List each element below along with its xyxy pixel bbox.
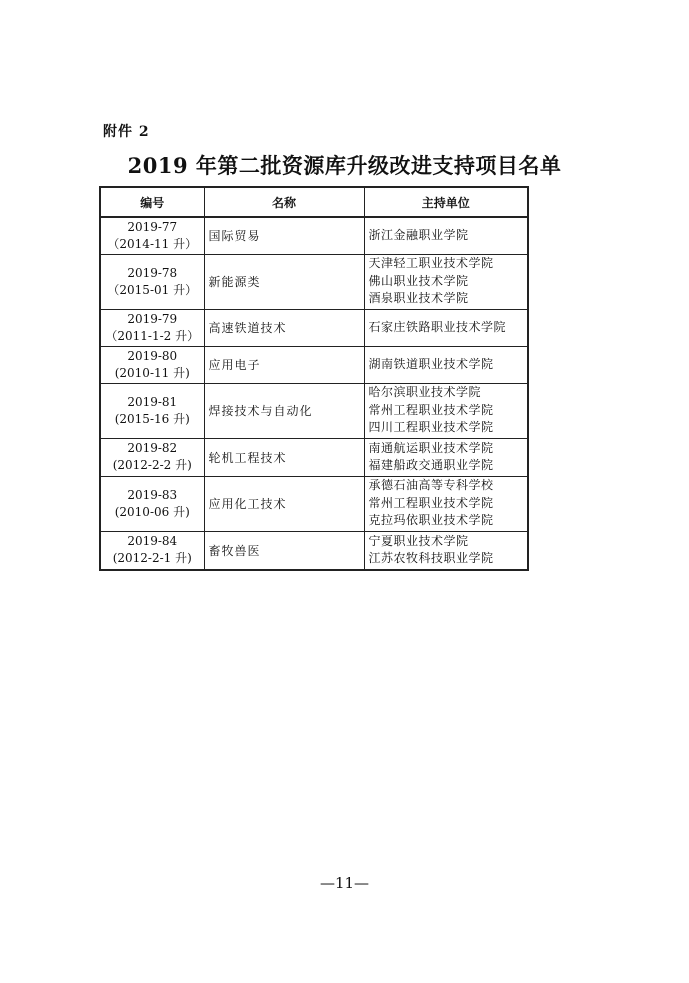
- host-unit: 天津轻工职业技术学院: [368, 256, 494, 271]
- upgrade-date: (2012-2-1 升): [112, 551, 192, 566]
- project-code-cell: [100, 531, 204, 570]
- host-unit: 酒泉职业技术学院: [368, 291, 469, 306]
- project-code: 2019-77: [127, 219, 178, 234]
- host-units-cell: [364, 476, 528, 531]
- host-unit: 常州工程职业技术学院: [368, 495, 494, 510]
- host-unit: 石家庄铁路职业技术学院: [368, 319, 507, 334]
- table-row: [100, 217, 528, 254]
- host-units-cell: [364, 531, 528, 570]
- project-name: 轮机工程技术: [204, 438, 364, 476]
- host-unit: 南通航运职业技术学院: [368, 440, 494, 455]
- project-code-cell: [100, 309, 204, 346]
- host-units-cell: [364, 309, 528, 346]
- project-name: 应用电子: [204, 346, 364, 383]
- project-code-cell: [100, 383, 204, 438]
- table-body: [100, 217, 528, 570]
- host-unit: 承德石油高等专科学校: [368, 478, 494, 493]
- host-unit: 湖南铁道职业技术学院: [368, 356, 494, 371]
- column-header-name: 名称: [204, 187, 364, 217]
- host-units-cell: [364, 217, 528, 254]
- host-units-cell: [364, 254, 528, 309]
- project-name: 国际贸易: [204, 217, 364, 254]
- project-table: [99, 186, 529, 571]
- project-code: 2019-79: [127, 311, 178, 326]
- host-unit: 哈尔滨职业技术学院: [368, 385, 482, 400]
- project-code-cell: [100, 217, 204, 254]
- project-code: 2019-84: [127, 534, 178, 549]
- project-code: 2019-83: [127, 487, 178, 502]
- host-units-cell: [364, 383, 528, 438]
- host-units-cell: [364, 438, 528, 476]
- table-row: [100, 346, 528, 383]
- upgrade-date: (2012-2-2 升): [112, 458, 192, 472]
- table-row: [100, 531, 528, 570]
- project-code-cell: [100, 254, 204, 309]
- upgrade-date: （2014-11 升）: [107, 236, 198, 251]
- project-code: 2019-81: [127, 394, 178, 409]
- table-header-row: [100, 187, 528, 217]
- column-header-host: 主持单位: [364, 187, 528, 217]
- host-unit: 克拉玛依职业技术学院: [368, 513, 494, 528]
- project-code-cell: [100, 438, 204, 476]
- project-name: 畜牧兽医: [204, 531, 364, 570]
- upgrade-date: （2015-01 升）: [107, 282, 198, 297]
- upgrade-date: (2015-16 升): [114, 411, 190, 426]
- table-row: [100, 438, 528, 476]
- host-unit: 宁夏职业技术学院: [368, 533, 469, 548]
- page-number: —11—: [319, 874, 370, 892]
- project-code: 2019-80: [127, 348, 178, 363]
- host-unit: 佛山职业技术学院: [368, 273, 469, 288]
- column-header-code: 编号: [100, 187, 204, 217]
- project-code-cell: [100, 346, 204, 383]
- project-name: 焊接技术与自动化: [204, 383, 364, 438]
- project-name: 新能源类: [204, 254, 364, 309]
- project-name: 应用化工技术: [204, 476, 364, 531]
- table-row: [100, 309, 528, 346]
- document-title: 2019 年第二批资源库升级改进支持项目名单: [127, 153, 562, 178]
- project-code: 2019-78: [127, 265, 178, 280]
- host-unit: 福建船政交通职业学院: [368, 458, 494, 472]
- table-row: [100, 476, 528, 531]
- host-units-cell: [364, 346, 528, 383]
- host-unit: 江苏农牧科技职业学院: [368, 551, 494, 566]
- attachment-label: 附件 2: [103, 124, 150, 140]
- host-unit: 常州工程职业技术学院: [368, 402, 494, 417]
- project-code-cell: [100, 476, 204, 531]
- upgrade-date: (2010-06 升): [114, 504, 190, 519]
- host-unit: 浙江金融职业学院: [368, 228, 469, 242]
- table-row: [100, 254, 528, 309]
- host-unit: 四川工程职业技术学院: [368, 420, 494, 435]
- project-name: 高速铁道技术: [204, 309, 364, 346]
- table-row: [100, 383, 528, 438]
- upgrade-date: (2010-11 升): [114, 365, 190, 380]
- upgrade-date: （2011-1-2 升）: [105, 328, 200, 343]
- project-code: 2019-82: [127, 441, 178, 455]
